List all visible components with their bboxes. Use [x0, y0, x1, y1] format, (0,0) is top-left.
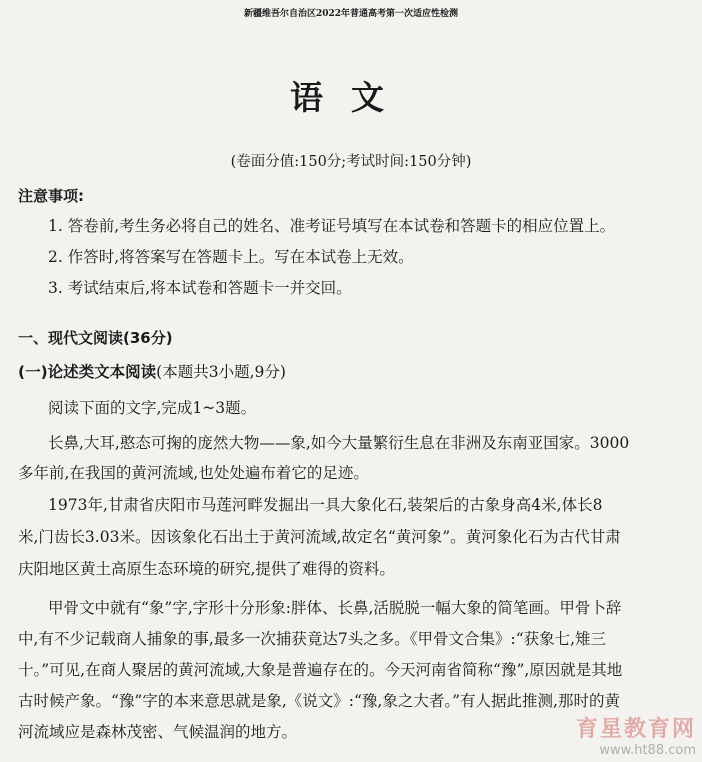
notice-item-2: 2. 作答时,将答案写在答题卡上。写在本试卷上无效。	[48, 248, 414, 266]
passage-line-9: 古时候产象。“豫”字的本来意思就是象,《说文》:“豫,象之大者。”有人据此推测,那时的黄	[18, 692, 620, 710]
watermark	[576, 712, 696, 758]
notice-item-3: 3. 考试结束后,将本试卷和答题卡一并交回。	[48, 279, 352, 297]
watermark-url: www.ht88.com	[599, 743, 696, 758]
instruction: 阅读下面的文字,完成1~3题。	[48, 399, 257, 417]
passage-line-7: 中,有不少记载商人捕象的事,最多一次捕获竟达7头之多。《甲骨文合集》:“获象七,雉三	[18, 630, 607, 648]
passage-line-1: 长鼻,大耳,憨态可掬的庞然大物——象,如今大量繁衍生息在非洲及东南亚国家。3000	[48, 434, 630, 452]
passage-line-10: 河流域应是森林茂密、气候温润的地方。	[18, 723, 298, 741]
watermark-text: 育星教育网	[575, 717, 696, 742]
passage-line-8: 十。”可见,在商人聚居的黄河流域,大象是普遍存在的。今天河南省简称“豫”,原因就是其地	[18, 661, 623, 679]
part-heading	[18, 362, 286, 382]
passage-line-5: 庆阳地区黄土高原生态环境的研究,提供了难得的资料。	[18, 560, 395, 578]
part-title: (一)论述类文本阅读	[18, 363, 157, 381]
notice-heading: 注意事项:	[18, 187, 84, 205]
passage-line-4: 米,门齿长3.03米。因该象化石出土于黄河流域,故定名“黄河象”。黄河象化石为古代甘肃	[18, 528, 621, 546]
section-title: 一、现代文阅读(36分)	[18, 329, 173, 347]
passage-line-3: 1973年,甘肃省庆阳市马莲河畔发掘出一具大象化石,装架后的古象身高4米,体长8	[48, 496, 603, 514]
exam-title: 新疆维吾尔自治区2022年普通高考第一次适应性检测	[243, 9, 459, 19]
score-info: (卷面分值:150分;考试时间:150分钟)	[230, 154, 472, 170]
notice-item-1: 1. 答卷前,考生务必将自己的姓名、准考证号填写在本试卷和答题卡的相应位置上。	[48, 217, 616, 235]
part-note: (本题共3小题,9分)	[156, 363, 286, 381]
passage-line-6: 甲骨文中就有“象”字,字形十分形象:胖体、长鼻,活脱脱一幅大象的简笔画。甲骨卜辞	[48, 599, 622, 617]
subject-title: 语文	[290, 78, 412, 117]
passage-line-2: 多年前,在我国的黄河流域,也处处遍布着它的足迹。	[18, 464, 369, 482]
